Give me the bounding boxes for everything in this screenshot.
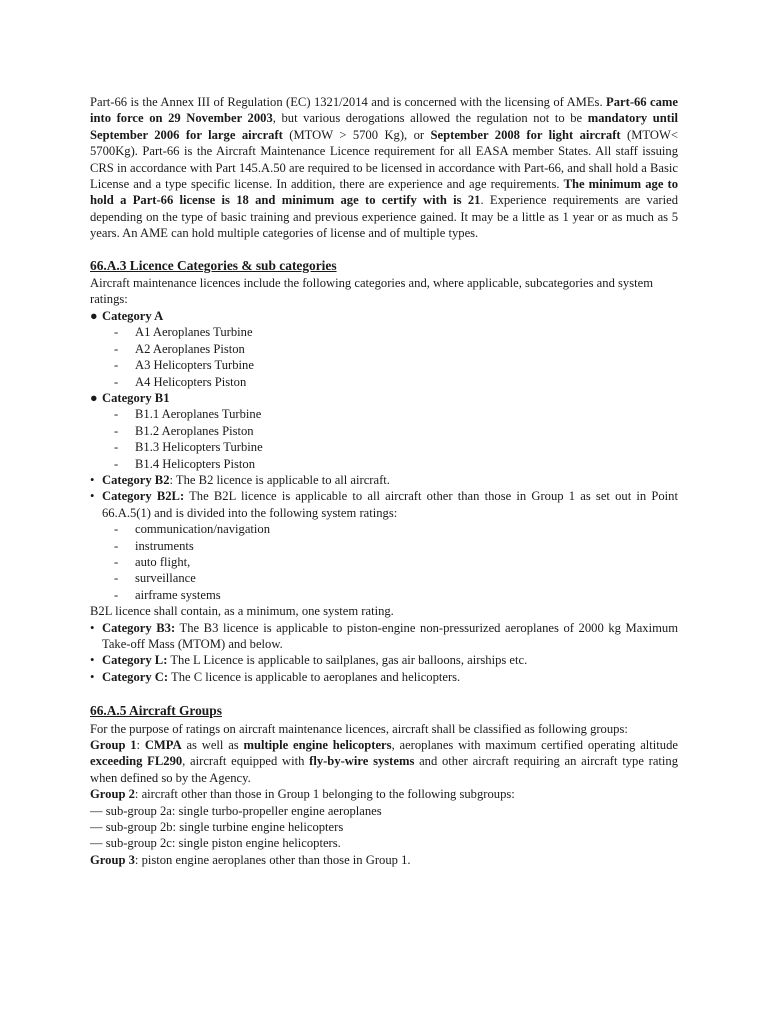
category-text: The B3 licence is applicable to piston-engine non-pressurized aeroplanes of 2000 kg Maximum Take-off Mass (MTOM) and below. bbox=[102, 620, 678, 651]
category-text: The B2L licence is applicable to all aircraft other than those in Group 1 as set out in Point 66.A.5(1) and is divided into the following system ratings: bbox=[102, 489, 678, 520]
bullet-icon: • bbox=[90, 653, 95, 668]
list-item bbox=[90, 456, 678, 472]
list-item-text: auto flight, bbox=[135, 554, 191, 569]
group-text: : piston engine aeroplanes other than those in Group 1. bbox=[134, 852, 411, 867]
list-item bbox=[90, 324, 678, 340]
list-item-text: instruments bbox=[135, 538, 194, 553]
list-item-text: B1.2 Aeroplanes Piston bbox=[135, 423, 254, 438]
list-item bbox=[90, 406, 678, 422]
group-text: : aircraft other than those in Group 1 belonging to the following subgroups: bbox=[134, 787, 515, 802]
list-item-text: A2 Aeroplanes Piston bbox=[135, 341, 245, 356]
category-c bbox=[90, 669, 678, 685]
group-2 bbox=[90, 786, 678, 802]
list-item-text: B1.1 Aeroplanes Turbine bbox=[135, 407, 262, 422]
group-label: Group 3 bbox=[90, 852, 135, 867]
list-item bbox=[90, 341, 678, 357]
category-label: Category A bbox=[102, 308, 164, 323]
dash-icon: - bbox=[114, 571, 119, 586]
category-text: : The B2 licence is applicable to all aircraft. bbox=[169, 472, 390, 487]
intro-text: Part-66 is the Annex III of Regulation (EC) 1321/2014 and is concerned with the licensing of AMEs. bbox=[90, 95, 603, 109]
dash-icon: - bbox=[114, 538, 119, 553]
list-item bbox=[90, 554, 678, 570]
group-text: : bbox=[136, 738, 145, 753]
intro-text: , but various derogations allowed the regulation not to be bbox=[272, 111, 583, 126]
list-item-text: A3 Helicopters Turbine bbox=[135, 358, 254, 373]
dash-icon: - bbox=[114, 341, 119, 356]
category-label: Category B1 bbox=[102, 390, 170, 405]
subgroup-item: — sub-group 2a: single turbo-propeller engine aeroplanes bbox=[90, 803, 382, 818]
list-item bbox=[90, 357, 678, 373]
dash-icon: - bbox=[114, 587, 119, 602]
category-text: The C licence is applicable to aeroplanes and helicopters. bbox=[168, 669, 461, 684]
intro-paragraph bbox=[90, 94, 678, 242]
intro-bold: September 2008 for light aircraft bbox=[430, 127, 621, 142]
list-item-text: B1.3 Helicopters Turbine bbox=[135, 440, 263, 455]
list-item bbox=[90, 587, 678, 603]
intro-bold: Part-66 came into force on 29 November 2003 bbox=[90, 95, 678, 126]
dash-icon: - bbox=[114, 423, 119, 438]
bullet-icon: ● bbox=[90, 308, 98, 323]
bullet-icon: • bbox=[90, 669, 95, 684]
group-bold: exceeding FL290 bbox=[90, 754, 183, 769]
bullet-icon: • bbox=[90, 472, 95, 487]
list-item-text: A1 Aeroplanes Turbine bbox=[135, 325, 253, 340]
group-text: , aeroplanes with maximum certified operating altitude bbox=[391, 738, 678, 753]
section-heading-aircraft-groups: 66.A.5 Aircraft Groups bbox=[90, 703, 222, 719]
category-l bbox=[90, 652, 678, 668]
category-label: Category B3: bbox=[102, 620, 176, 635]
dash-icon: - bbox=[114, 456, 119, 471]
group-1 bbox=[90, 737, 678, 786]
group-label: Group 1 bbox=[90, 738, 137, 753]
category-b1 bbox=[90, 390, 678, 406]
dash-icon: - bbox=[114, 358, 119, 373]
list-item-text: surveillance bbox=[135, 571, 196, 586]
subgroup-item: — sub-group 2c: single piston engine helicopters. bbox=[90, 836, 341, 851]
group-bold: CMPA bbox=[144, 738, 182, 753]
category-label: Category L: bbox=[102, 653, 168, 668]
list-item-text: airframe systems bbox=[135, 587, 221, 602]
list-item bbox=[90, 570, 678, 586]
section-heading-licence-categories: 66.A.3 Licence Categories & sub categories bbox=[90, 257, 337, 273]
list-item bbox=[90, 439, 678, 455]
list-item bbox=[90, 538, 678, 554]
subgroup-item: — sub-group 2b: single turbine engine helicopters bbox=[90, 820, 344, 835]
dash-icon: - bbox=[114, 374, 119, 389]
bullet-icon: • bbox=[90, 620, 95, 635]
category-text: The L Licence is applicable to sailplanes, gas air balloons, airships etc. bbox=[167, 653, 528, 668]
list-item bbox=[90, 521, 678, 537]
list-item-text: B1.4 Helicopters Piston bbox=[135, 456, 255, 471]
bullet-icon: ● bbox=[90, 390, 98, 405]
intro-bold: The minimum age to hold a Part-66 license is 18 and minimum age to certify with is 21 bbox=[90, 177, 678, 208]
category-label: Category B2 bbox=[102, 472, 170, 487]
group-bold: fly-by-wire systems bbox=[309, 754, 415, 769]
list-item bbox=[90, 374, 678, 390]
dash-icon: - bbox=[114, 522, 119, 537]
section-lead: For the purpose of ratings on aircraft maintenance licences, aircraft shall be classified as following groups: bbox=[90, 721, 628, 736]
category-b2 bbox=[90, 472, 678, 488]
group-text: as well as bbox=[181, 738, 244, 753]
category-label: Category B2L: bbox=[102, 489, 185, 504]
list-item-text: A4 Helicopters Piston bbox=[135, 374, 247, 389]
group-3 bbox=[90, 852, 678, 868]
category-a bbox=[90, 308, 678, 324]
dash-icon: - bbox=[114, 440, 119, 455]
list-item-text: communication/navigation bbox=[135, 522, 271, 537]
intro-text: (MTOW< 5700Kg). Part-66 is the Aircraft Maintenance Licence requirement for all EASA member States. All staff issuing CRS in accordance with Part 145.A.50 are required to be licensed in accordance with Part-66, and shall hold a Basic License and a type specific license. In addition, there are experience and age requirements. bbox=[90, 127, 678, 192]
group-text: and other aircraft requiring an aircraft type rating when defined so by the Agency. bbox=[90, 754, 678, 785]
category-b3 bbox=[90, 620, 678, 653]
group-label: Group 2 bbox=[90, 787, 135, 802]
list-item bbox=[90, 423, 678, 439]
intro-bold: mandatory until September 2006 for large aircraft bbox=[90, 111, 679, 142]
dash-icon: - bbox=[114, 325, 119, 340]
dash-icon: - bbox=[114, 407, 119, 422]
b2l-note: B2L licence shall contain, as a minimum, one system rating. bbox=[90, 604, 394, 619]
section-lead: Aircraft maintenance licences include the following categories and, where applicable, subcategories and system ratings: bbox=[90, 276, 653, 307]
intro-text: (MTOW > 5700 Kg), or bbox=[282, 127, 431, 142]
group-text: , aircraft equipped with bbox=[182, 754, 310, 769]
category-label: Category C: bbox=[102, 669, 169, 684]
dash-icon: - bbox=[114, 554, 119, 569]
category-b2l bbox=[90, 488, 678, 521]
bullet-icon: • bbox=[90, 489, 95, 504]
intro-text: . Experience requirements are varied depending on the type of basic training and previous experience gained. It may be a little as 1 year or as much as 5 years. An AME can hold multiple categories of license and of multiple types. bbox=[90, 193, 679, 241]
group-bold: multiple engine helicopters bbox=[243, 738, 392, 753]
